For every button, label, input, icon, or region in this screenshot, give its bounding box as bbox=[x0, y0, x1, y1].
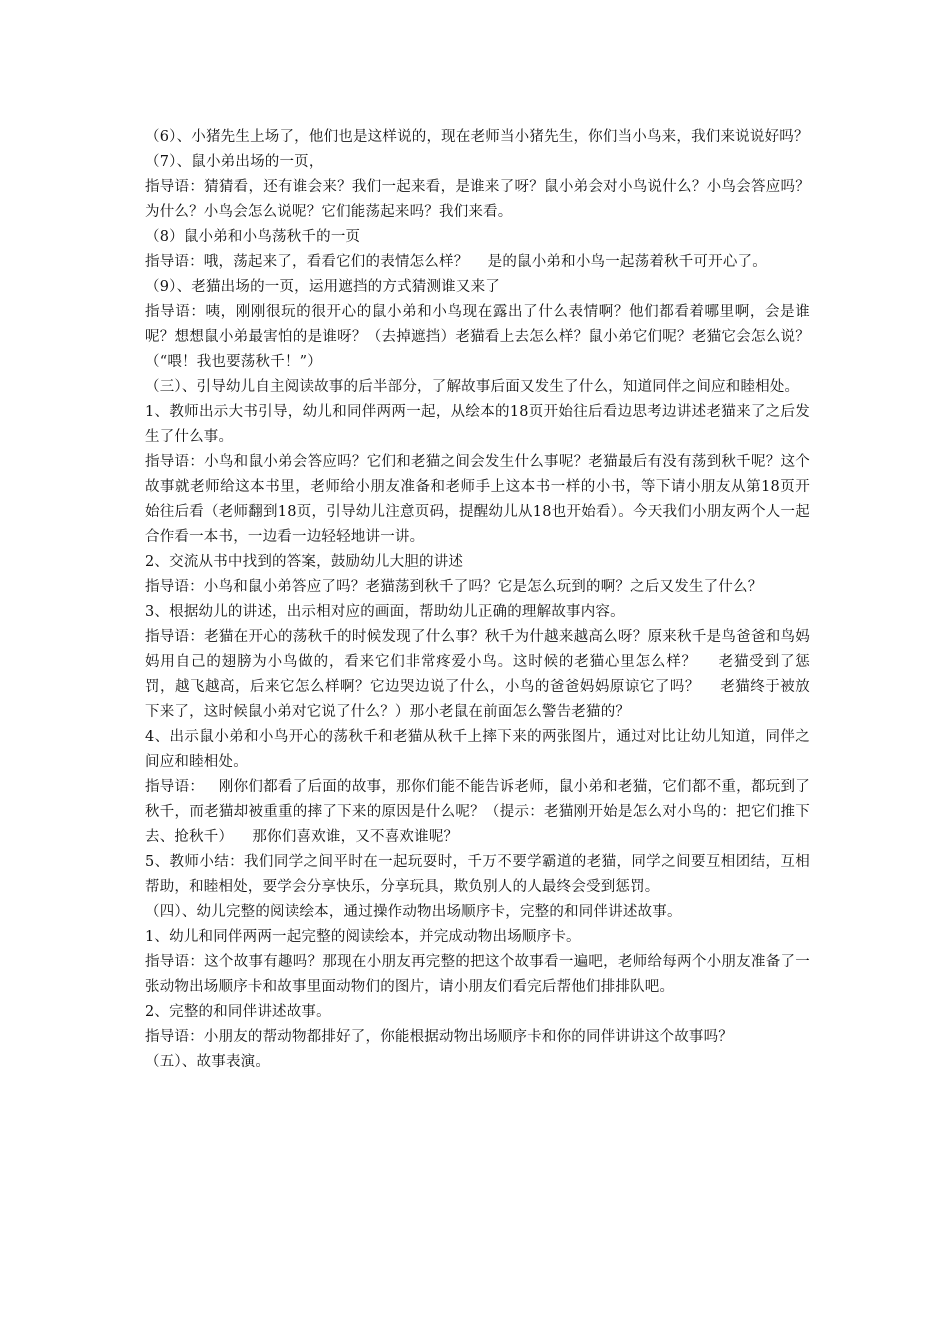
paragraph: 1、教师出示大书引导，幼儿和同伴两两一起，从绘本的18页开始往后看边思考边讲述老猫来了之后发生了什么事。 bbox=[145, 404, 810, 445]
paragraph: 指导语：咦，刚刚很玩的很开心的鼠小弟和小鸟现在露出了什么表情啊？他们都看着哪里啊，会是谁呢？想想鼠小弟最害怕的是谁呀？（去掉遮挡）老猫看上去怎么样？鼠小弟它们呢？老猫它会怎么说？（“喂！我也要荡秋千！”） bbox=[145, 304, 810, 370]
paragraph: 指导语：小朋友的帮动物都排好了，你能根据动物出场顺序卡和你的同伴讲讲这个故事吗？ bbox=[145, 1029, 733, 1045]
paragraph: （8）鼠小弟和小鸟荡秋千的一页 bbox=[145, 229, 361, 245]
paragraph: 指导语： 刚你们都看了后面的故事，那你们能不能告诉老师，鼠小弟和老猫，它们都不重，都玩到了秋千，而老猫却被重重的摔了下来的原因是什么呢？（提示：老猫刚开始是怎么对小鸟的：把它们推下去、抢秋千） 那你们喜欢谁，又不喜欢谁呢？ bbox=[145, 779, 810, 845]
paragraph: 2、交流从书中找到的答案，鼓励幼儿大胆的讲述 bbox=[145, 554, 464, 570]
paragraph: （9）、老猫出场的一页，运用遮挡的方式猜测谁又来了 bbox=[145, 279, 500, 295]
paragraph: 指导语：小鸟和鼠小弟答应了吗？老猫荡到秋千了吗？它是怎么玩到的啊？之后又发生了什么？ bbox=[145, 579, 763, 595]
paragraph: 3、根据幼儿的讲述，出示相对应的画面，帮助幼儿正确的理解故事内容。 bbox=[145, 604, 625, 620]
paragraph: 4、出示鼠小弟和小鸟开心的荡秋千和老猫从秋千上摔下来的两张图片，通过对比让幼儿知道，同伴之间应和睦相处。 bbox=[145, 729, 810, 770]
paragraph: （7）、鼠小弟出场的一页， bbox=[145, 154, 324, 170]
paragraph: 指导语：老猫在开心的荡秋千的时候发现了什么事？秋千为什越来越高么呀？原来秋千是鸟爸爸和鸟妈妈用自己的翅膀为小鸟做的，看来它们非常疼爱小鸟。这时候的老猫心里怎么样？ 老猫受到了惩罚，越飞越高，后来它怎么样啊？它边哭边说了什么，小鸟的爸爸妈妈原谅它了吗？ 老猫终于被放下来了，这时候鼠小弟对它说了什么？）那小老鼠在前面怎么警告老猫的？ bbox=[145, 629, 810, 720]
paragraph: 5、教师小结：我们同学之间平时在一起玩耍时，千万不要学霸道的老猫，同学之间要互相团结，互相帮助，和睦相处，要学会分享快乐，分享玩具，欺负别人的人最终会受到惩罚。 bbox=[145, 854, 810, 895]
paragraph: 指导语：哦，荡起来了，看看它们的表情怎么样？ 是的鼠小弟和小鸟一起荡着秋千可开心了。 bbox=[145, 254, 767, 270]
paragraph: 指导语：猜猜看，还有谁会来？我们一起来看，是谁来了呀？鼠小弟会对小鸟说什么？小鸟会答应吗？为什么？小鸟会怎么说呢？它们能荡起来吗？我们来看。 bbox=[145, 179, 810, 220]
paragraph: 1、幼儿和同伴两两一起完整的阅读绘本，并完成动物出场顺序卡。 bbox=[145, 929, 581, 945]
document-body bbox=[145, 125, 810, 1075]
paragraph: 指导语：这个故事有趣吗？那现在小朋友再完整的把这个故事看一遍吧，老师给每两个小朋友准备了一张动物出场顺序卡和故事里面动物们的图片，请小朋友们看完后帮他们排排队吧。 bbox=[145, 954, 810, 995]
paragraph: 2、完整的和同伴讲述故事。 bbox=[145, 1004, 331, 1020]
paragraph: （五）、故事表演。 bbox=[145, 1054, 271, 1070]
paragraph: （6）、小猪先生上场了，他们也是这样说的，现在老师当小猪先生，你们当小鸟来，我们来说说好吗？ bbox=[145, 129, 809, 145]
paragraph: （三）、引导幼儿自主阅读故事的后半部分，了解故事后面又发生了什么，知道同伴之间应和睦相处。 bbox=[145, 379, 800, 395]
paragraph: （四）、幼儿完整的阅读绘本，通过操作动物出场顺序卡，完整的和同伴讲述故事。 bbox=[145, 904, 682, 920]
paragraph: 指导语：小鸟和鼠小弟会答应吗？它们和老猫之间会发生什么事呢？老猫最后有没有荡到秋千呢？这个故事就老师给这本书里，老师给小朋友准备和老师手上这本书一样的小书，等下请小朋友从第18页开始往后看（老师翻到18页，引导幼儿注意页码，提醒幼儿从18也开始看）。今天我们小朋友两个人一起合作看一本书，一边看一边轻轻地讲一讲。 bbox=[145, 454, 810, 545]
